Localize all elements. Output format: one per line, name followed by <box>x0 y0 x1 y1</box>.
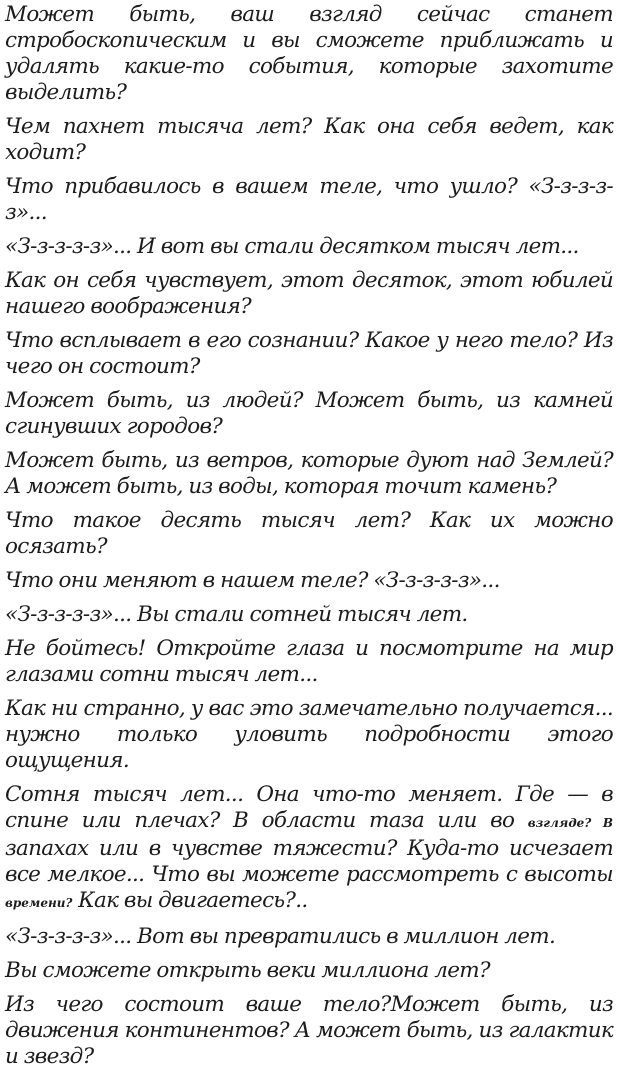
paragraph-3: Что прибавилось в вашем теле, что ушло? «З-з-з-з-з»... <box>5 174 613 225</box>
paragraph-4: «З-з-з-з-з»... И вот вы стали десятком тысяч лет... <box>5 234 579 259</box>
paragraph-14-small-text-1: взгляде? В <box>527 816 613 830</box>
paragraph-1: Может быть, ваш взгляд сейчас станет стробоскопическим и вы сможете приближать и удалять какие-то события, которые захотите выделить? <box>5 2 613 105</box>
paragraph-5: Как он себя чувствует, этот десяток, этот юбилей нашего воображения? <box>5 268 613 319</box>
paragraph-11: «З-з-з-з-з»... Вы стали сотней тысяч лет. <box>5 602 468 627</box>
paragraph-14 <box>5 782 613 916</box>
paragraph-9: Что такое десять тысяч лет? Как их можно осязать? <box>5 508 613 559</box>
paragraph-10: Что они меняют в нашем теле? «З-з-з-з-з»... <box>5 568 500 593</box>
paragraph-8: Может быть, из ветров, которые дуют над Землей? А может быть, из воды, которая точит камень? <box>5 448 613 499</box>
paragraph-16: Вы сможете открыть веки миллиона лет? <box>5 958 490 983</box>
paragraph-14-small-text-2: времени? <box>5 896 73 910</box>
document-page <box>5 2 613 1078</box>
paragraph-7: Может быть, из людей? Может быть, из камней сгинувших городов? <box>5 388 613 439</box>
paragraph-15: «З-з-з-з-з»... Вот вы превратились в миллион лет. <box>5 924 556 949</box>
paragraph-14-part-3: Как вы двигаетесь?.. <box>72 888 308 913</box>
paragraph-17: Из чего состоит ваше тело?Может быть, из движения континентов? А может быть, из галактик и звезд? <box>5 992 613 1069</box>
paragraph-12: Не бойтесь! Откройте глаза и посмотрите на мир глазами сотни тысяч лет... <box>5 636 613 687</box>
paragraph-13: Как ни странно, у вас это замечательно получается... нужно только уловить подробности этого ощущения. <box>5 696 613 773</box>
paragraph-6: Что всплывает в его сознании? Какое у него тело? Из чего он состоит? <box>5 328 613 379</box>
paragraph-14-part-2: запахах или в чувстве тяжести? Куда-то исчезает все мелкое... Что вы можете рассмотреть с высоты <box>5 836 613 887</box>
paragraph-14-part-1: Сотня тысяч лет... Она что-то меняет. Где — в спине или плечах? В области таза или во <box>5 782 613 833</box>
paragraph-2: Чем пахнет тысяча лет? Как она себя ведет, как ходит? <box>5 114 613 165</box>
